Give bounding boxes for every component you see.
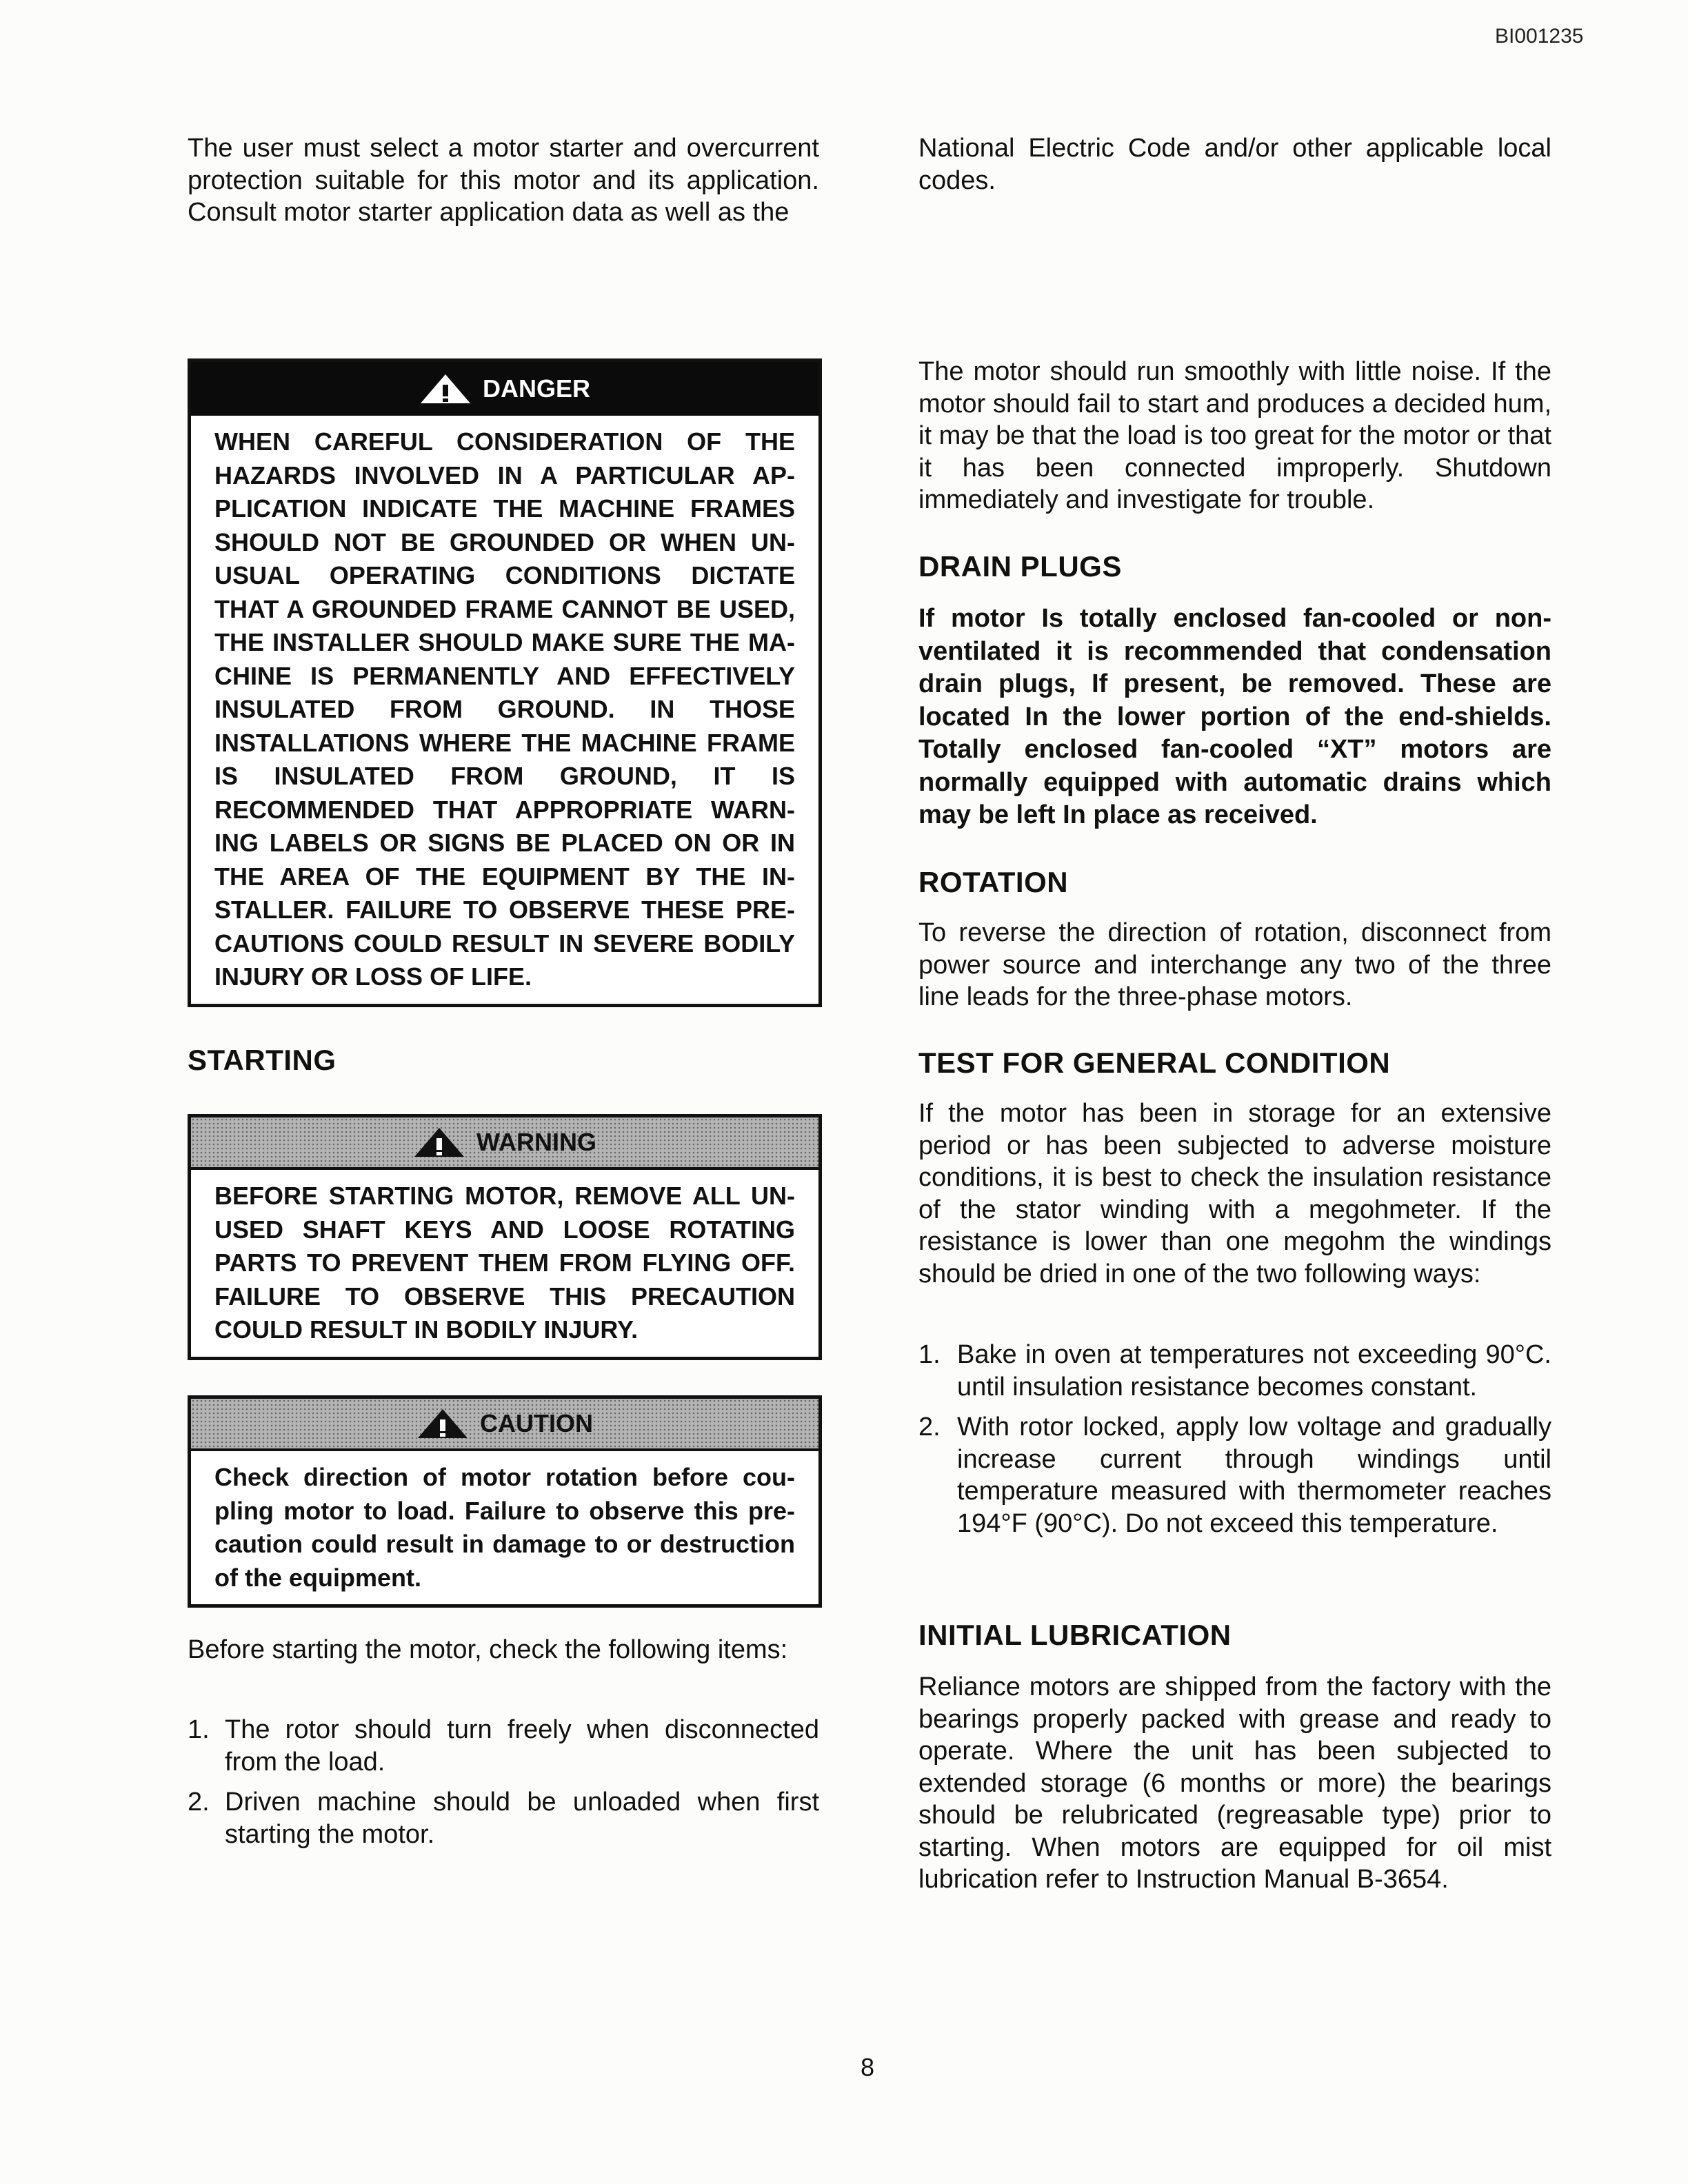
rotation-paragraph: To reverse the direction of rotation, disconnect from power source and interchange any two of the three line leads for the three-phase motors.	[918, 918, 1551, 1011]
drain-plugs-heading: DRAIN PLUGS	[918, 550, 1122, 583]
list-number: 1.	[188, 1715, 210, 1744]
rotation-heading: ROTATION	[918, 866, 1069, 898]
danger-header	[191, 362, 818, 416]
warning-title: WARNING	[476, 1128, 596, 1156]
warning-header	[191, 1118, 818, 1170]
danger-warning-triangle-icon	[419, 373, 472, 405]
list-item	[188, 1714, 819, 1778]
starting-heading: STARTING	[188, 1044, 336, 1076]
intro-paragraph-left: The user must select a motor starter and overcurrent protection suitable for this motor and its application. Consult motor starter application data as well as the	[188, 134, 819, 227]
list-text: The rotor should turn freely when disconnected from the load.	[225, 1715, 819, 1777]
caution-header	[191, 1399, 818, 1451]
list-text: Bake in oven at temperatures not exceeding 90°C. until insulation resistance becomes constant.	[957, 1340, 1551, 1402]
test-general-paragraph: If the motor has been in storage for an extensive period or has been subjected to adverse moisture conditions, it is best to check the insulation resistance of the stator winding with a megohmeter. If the resistance is lower than one megohm the windings should be dried in one of the two following ways:	[918, 1099, 1551, 1288]
warning-triangle-icon	[413, 1126, 465, 1158]
starting-checklist	[188, 1714, 819, 1850]
danger-box	[188, 358, 822, 1007]
danger-title: DANGER	[482, 374, 590, 403]
list-item	[918, 1339, 1551, 1403]
list-item	[918, 1411, 1551, 1539]
list-number: 1.	[918, 1340, 941, 1369]
caution-title: CAUTION	[480, 1409, 593, 1437]
list-number: 2.	[918, 1413, 941, 1442]
list-item	[188, 1786, 819, 1850]
warning-box	[188, 1114, 822, 1360]
drain-plugs-paragraph: If motor Is totally enclosed fan-cooled or non-ventilated it is recommended that condensation drain plugs, If present, be removed. These are located In the lower portion of the end-shields. Totally enclosed fan-cooled “XT” motors are normally equipped with automatic drains which may be left In place as received.	[918, 604, 1551, 829]
smooth-run-paragraph: The motor should run smoothly with little noise. If the motor should fail to start and produces a decided hum, it may be that the load is too great for the motor or that it has been connected improperly. Shutdown immediately and investigate for trouble.	[918, 357, 1551, 514]
caution-box	[188, 1395, 822, 1608]
initial-lubrication-paragraph: Reliance motors are shipped from the factory with the bearings properly packed with grease and ready to operate. Where the unit has been subjected to extended storage (6 months or more) the bearings should be relubricated (regreasable type) prior to starting. When motors are equipped for oil mist lubrication refer to Instruction Manual B-3654.	[918, 1672, 1551, 1894]
initial-lubrication-heading: INITIAL LUBRICATION	[918, 1619, 1232, 1651]
list-text: Driven machine should be unloaded when first starting the motor.	[225, 1788, 819, 1849]
test-general-heading: TEST FOR GENERAL CONDITION	[918, 1046, 1391, 1079]
page-number: 8	[861, 2053, 875, 2081]
caution-triangle-icon	[416, 1408, 469, 1439]
intro-paragraph-right: National Electric Code and/or other applicable local codes.	[918, 134, 1551, 195]
danger-body: WHEN CAREFUL CONSIDERATION OF THE HAZARDS INVOLVED IN A PARTICULAR AP-PLICATION INDICATE THE MACHINE FRAMES SHOULD NOT BE GROUNDED OR WHEN UN-USUAL OPERATING CONDITIONS DICTATE THAT A GROUNDED FRAME CANNOT BE USED, THE INSTALLER SHOULD MAKE SURE THE MA-CHINE IS PERMANENTLY AND EFFECTIVELY INSULATED FROM GROUND. IN THOSE INSTALLATIONS WHERE THE MACHINE FRAME IS INSULATED FROM GROUND, IT IS RECOMMENDED THAT APPROPRIATE WARN-ING LABELS OR SIGNS BE PLACED ON OR IN THE AREA OF THE EQUIPMENT BY THE IN-STALLER. FAILURE TO OBSERVE THESE PRE-CAUTIONS COULD RESULT IN SEVERE BODILY INJURY OR LOSS OF LIFE.	[214, 427, 795, 991]
list-number: 2.	[188, 1788, 210, 1817]
list-text: With rotor locked, apply low voltage and gradually increase current through windings until temperature measured with thermometer reaches 194°F (90°C). Do not exceed this temperature.	[957, 1413, 1551, 1538]
warning-body: BEFORE STARTING MOTOR, REMOVE ALL UN-USED SHAFT KEYS AND LOOSE ROTATING PARTS TO PREVENT THEM FROM FLYING OFF. FAILURE TO OBSERVE THIS PRECAUTION COULD RESULT IN BODILY INJURY.	[214, 1182, 795, 1344]
caution-body: Check direction of motor rotation before cou-pling motor to load. Failure to observe this pre-caution could result in damage to or destruction of the equipment.	[214, 1463, 795, 1592]
starting-intro: Before starting the motor, check the following items:	[188, 1635, 788, 1664]
document-id: BI001235	[1495, 25, 1584, 48]
drying-methods-list	[918, 1339, 1551, 1539]
